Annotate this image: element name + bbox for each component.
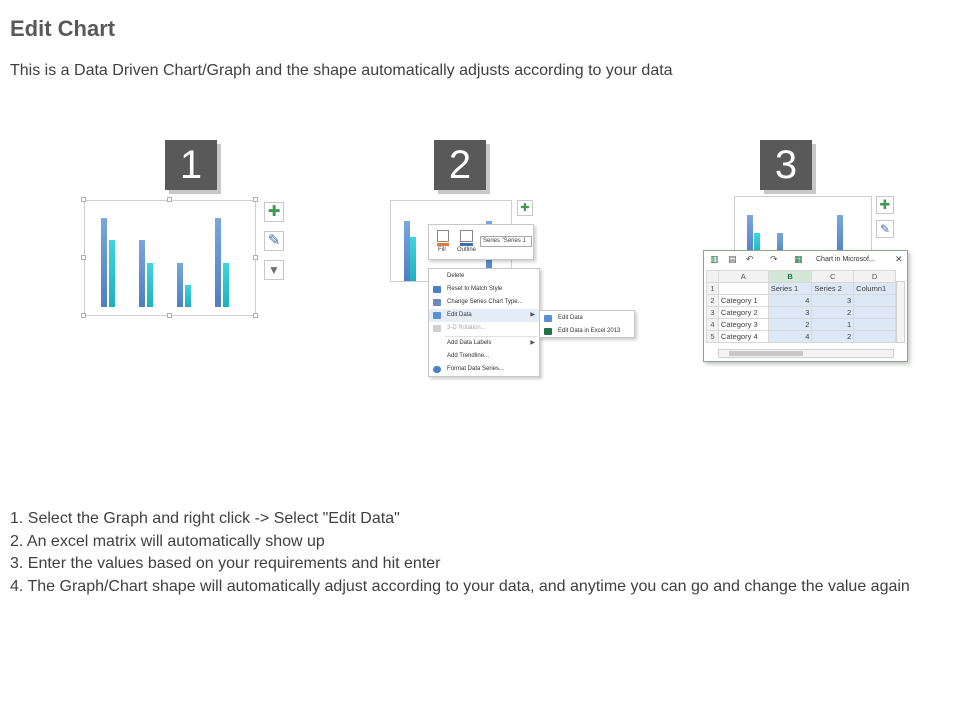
resize-handle[interactable] xyxy=(167,197,172,202)
menu-item-edit-data[interactable] xyxy=(429,309,539,322)
grid-cell[interactable]: 1 xyxy=(812,319,854,331)
chart-bar-2-1[interactable] xyxy=(109,240,115,307)
instruction-step-3: 3. Enter the values based on your requirements and hit enter xyxy=(10,555,441,573)
menu-item-label: 3-D Rotation... xyxy=(447,325,486,331)
grid-cell[interactable]: Category 4 xyxy=(718,331,768,343)
reset-icon xyxy=(433,286,441,293)
mini-format-ribbon xyxy=(428,224,534,260)
redo-icon[interactable]: ↷ xyxy=(770,254,778,264)
rotation-icon xyxy=(433,325,441,332)
menu-item-3d-rotation[interactable] xyxy=(429,322,539,335)
grid-cell[interactable]: 3 xyxy=(812,295,854,307)
grid-cell[interactable]: 2 xyxy=(812,331,854,343)
resize-handle[interactable] xyxy=(167,313,172,318)
menu-item-label: Add Trendline... xyxy=(447,353,490,359)
grid-cell[interactable]: Category 3 xyxy=(718,319,768,331)
outline-pen-icon[interactable] xyxy=(460,230,473,242)
step-2-badge: 2 xyxy=(434,140,486,190)
grid-cell[interactable] xyxy=(854,319,896,331)
chart-bar[interactable] xyxy=(410,237,416,281)
chart-elements-plus-icon[interactable]: ✚ xyxy=(264,202,284,222)
grid-cell[interactable]: Category 2 xyxy=(718,307,768,319)
resize-handle[interactable] xyxy=(81,313,86,318)
menu-item-add-trendline[interactable] xyxy=(429,350,539,363)
menu-item-label: Change Series Chart Type... xyxy=(447,299,523,305)
step-1-badge: 1 xyxy=(165,140,217,190)
grid-cell[interactable] xyxy=(854,307,896,319)
grid-cell[interactable]: Column1 xyxy=(854,283,896,295)
chart-elements-plus-icon[interactable]: ✚ xyxy=(876,196,894,214)
corner-cell[interactable] xyxy=(707,271,719,283)
row-header[interactable]: 4 xyxy=(707,319,719,331)
outline-label: Outline xyxy=(457,247,477,253)
menu-item-label: Format Data Series... xyxy=(447,366,505,372)
grid-cell[interactable] xyxy=(854,331,896,343)
chart-frame-step-3[interactable] xyxy=(734,196,872,258)
chart-styles-brush-icon[interactable]: ✎ xyxy=(264,231,284,251)
menu-item-label: Add Data Labels xyxy=(447,340,492,346)
chart-bar-1-2[interactable] xyxy=(139,240,145,307)
grid-cell[interactable]: 4 xyxy=(768,295,812,307)
chart-bar-2-2[interactable] xyxy=(147,263,153,307)
menu-item-add-data-labels[interactable] xyxy=(429,337,539,350)
row-header[interactable]: 3 xyxy=(707,307,719,319)
column-header[interactable]: D xyxy=(854,271,896,283)
grid-cell[interactable]: 3 xyxy=(768,307,812,319)
menu-item-label: Edit Data xyxy=(558,315,583,321)
menu-item-label: Reset to Match Style xyxy=(447,286,503,292)
edit-in-excel-icon[interactable]: ▦ xyxy=(794,254,803,264)
scrollbar-thumb[interactable] xyxy=(729,351,803,356)
column-header[interactable]: A xyxy=(718,271,768,283)
series-select[interactable]: Series "Series 1 xyxy=(480,236,532,247)
horizontal-scrollbar[interactable] xyxy=(718,349,894,358)
chart-styles-brush-icon[interactable]: ✎ xyxy=(876,220,894,238)
step-3-badge: 3 xyxy=(760,140,812,190)
row-header[interactable]: 1 xyxy=(707,283,719,295)
chart-bar-2-4[interactable] xyxy=(223,263,229,307)
chart-bar-1-3[interactable] xyxy=(177,263,183,307)
menu-item-change-chart-type[interactable] xyxy=(429,296,539,309)
chart-bar-1-1[interactable] xyxy=(101,218,107,307)
instruction-step-2: 2. An excel matrix will automatically show up xyxy=(10,532,325,550)
excel-window-title: Chart in Microsof... xyxy=(816,256,875,263)
instructions xyxy=(10,508,940,599)
excel-app-icon: ▥ xyxy=(710,254,719,264)
excel-grid xyxy=(706,270,896,343)
menu-item-delete[interactable] xyxy=(429,270,539,283)
grid-cell[interactable]: Series 1 xyxy=(768,283,812,295)
instruction-step-4: 4. The Graph/Chart shape will automatically adjust according to your data, and anytime you can go and change the value again xyxy=(10,578,910,596)
grid-cell[interactable]: 4 xyxy=(768,331,812,343)
submenu-item-edit-data-excel[interactable] xyxy=(540,325,634,338)
submenu-arrow-icon: ▶ xyxy=(530,340,535,346)
vertical-scrollbar[interactable] xyxy=(896,281,905,343)
outline-color-swatch xyxy=(460,243,473,246)
page-subtitle: This is a Data Driven Chart/Graph and the shape automatically adjusts according to your data xyxy=(10,62,673,79)
resize-handle[interactable] xyxy=(81,197,86,202)
excel-data-window xyxy=(703,250,908,362)
edit-data-icon xyxy=(544,315,552,322)
chart-filters-funnel-icon[interactable]: ▼ xyxy=(264,260,284,280)
chart-bar-2-3[interactable] xyxy=(185,285,191,307)
save-icon[interactable]: ▤ xyxy=(728,254,737,264)
grid-cell[interactable] xyxy=(718,283,768,295)
excel-icon xyxy=(544,328,552,335)
edit-data-icon xyxy=(433,312,441,319)
close-icon[interactable]: ✕ xyxy=(895,254,903,264)
chart-type-icon xyxy=(433,299,441,306)
instruction-step-1: 1. Select the Graph and right click -> Select "Edit Data" xyxy=(10,510,400,527)
menu-item-label: Edit Data in Excel 2013 xyxy=(558,328,621,334)
grid-cell[interactable] xyxy=(854,295,896,307)
menu-item-label: Edit Data xyxy=(447,312,472,318)
submenu-item-edit-data[interactable] xyxy=(540,312,634,325)
grid-cell[interactable]: 2 xyxy=(812,307,854,319)
page-title: Edit Chart xyxy=(10,16,116,41)
column-header[interactable]: C xyxy=(812,271,854,283)
bar-chart-step-1 xyxy=(85,201,255,315)
chart-elements-plus-icon[interactable]: ✚ xyxy=(517,200,533,216)
edit-data-submenu xyxy=(539,310,635,338)
grid-cell[interactable]: Category 1 xyxy=(718,295,768,307)
context-menu xyxy=(428,268,540,377)
row-header[interactable]: 2 xyxy=(707,295,719,307)
grid-cell[interactable]: Series 2 xyxy=(812,283,854,295)
menu-item-label: Delete xyxy=(447,273,465,279)
grid-cell[interactable]: 2 xyxy=(768,319,812,331)
fill-bucket-icon[interactable] xyxy=(437,230,449,242)
menu-item-reset-style[interactable] xyxy=(429,283,539,296)
column-header[interactable]: B xyxy=(768,271,812,283)
submenu-arrow-icon: ▶ xyxy=(530,312,535,318)
resize-handle[interactable] xyxy=(81,255,86,260)
resize-handle[interactable] xyxy=(253,197,258,202)
fill-label: Fill xyxy=(438,247,446,253)
menu-item-format-data-series[interactable] xyxy=(429,363,539,376)
format-icon xyxy=(433,366,441,373)
chart-frame-step-1[interactable] xyxy=(84,200,256,316)
resize-handle[interactable] xyxy=(253,313,258,318)
resize-handle[interactable] xyxy=(253,255,258,260)
fill-color-swatch xyxy=(437,243,449,246)
row-header[interactable]: 5 xyxy=(707,331,719,343)
chart-bar-1-4[interactable] xyxy=(215,218,221,307)
undo-icon[interactable]: ↶ xyxy=(746,254,754,264)
